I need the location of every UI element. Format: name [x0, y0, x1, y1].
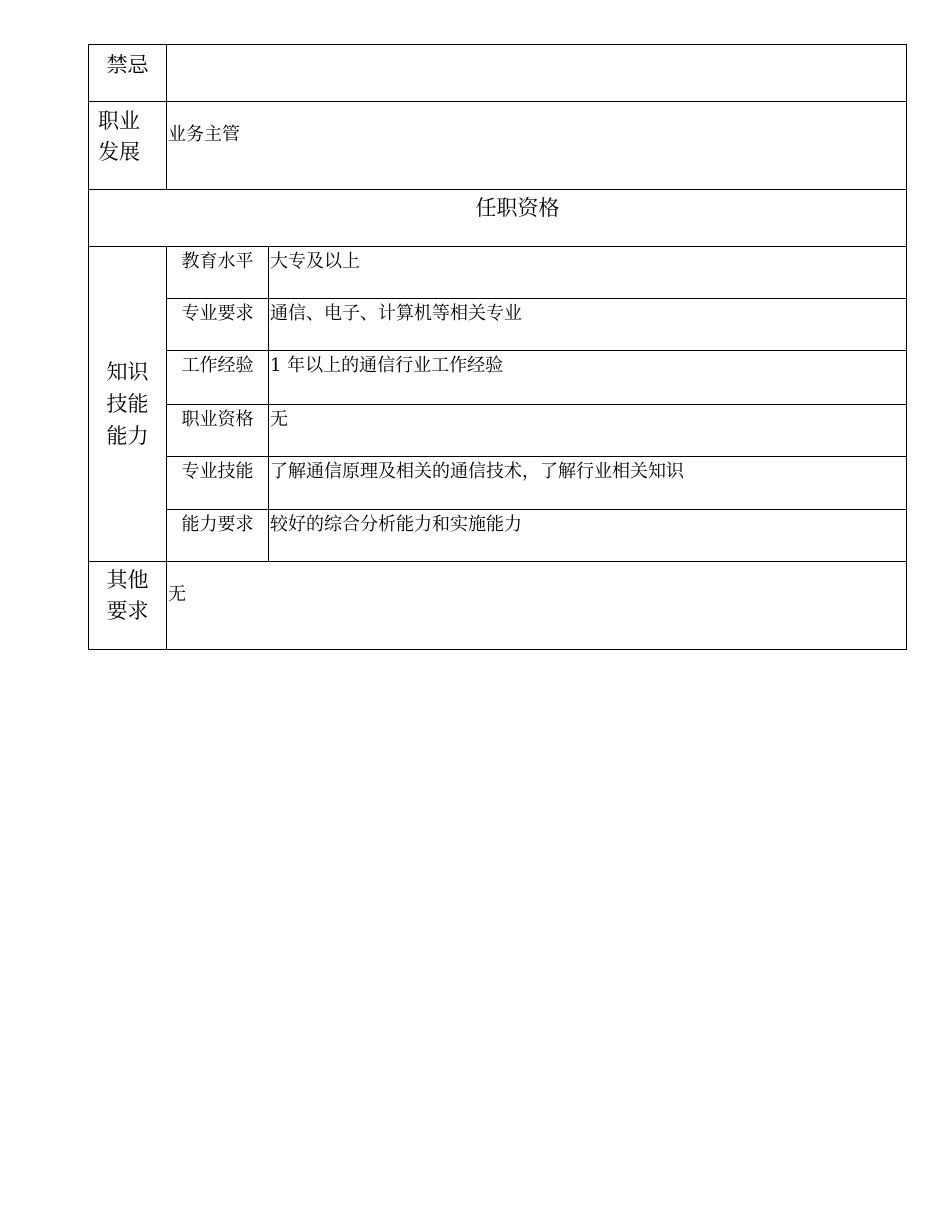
knowledge-row-3	[89, 404, 907, 456]
taboo-row	[89, 45, 907, 102]
ability-label: 能力要求	[167, 509, 269, 561]
knowledge-row-0	[89, 247, 907, 299]
major-value: 通信、电子、计算机等相关专业	[269, 299, 907, 351]
knowledge-row-5	[89, 509, 907, 561]
experience-label: 工作经验	[167, 351, 269, 404]
skills-value: 了解通信原理及相关的通信技术，了解行业相关知识	[269, 456, 907, 509]
knowledge-row-4	[89, 456, 907, 509]
knowledge-row-1	[89, 299, 907, 351]
knowledge-row-2	[89, 351, 907, 404]
job-description-table	[88, 44, 907, 650]
career-row	[89, 102, 907, 190]
knowledge-label-cell	[89, 247, 167, 561]
career-value: 业务主管	[167, 102, 907, 190]
education-value: 大专及以上	[269, 247, 907, 299]
skills-label: 专业技能	[167, 456, 269, 509]
career-label: 职业发展	[98, 109, 140, 165]
career-label-cell	[89, 102, 167, 190]
other-row	[89, 561, 907, 649]
other-label: 其他要求	[106, 567, 149, 623]
qualification-value: 无	[269, 404, 907, 456]
qualifications-header-row	[89, 190, 907, 247]
education-label: 教育水平	[167, 247, 269, 299]
experience-value: 1 年以上的通信行业工作经验	[269, 351, 907, 404]
taboo-label: 禁忌	[89, 45, 167, 102]
other-label-cell	[89, 561, 167, 649]
ability-value: 较好的综合分析能力和实施能力	[269, 509, 907, 561]
other-value: 无	[167, 561, 907, 649]
qualification-label: 职业资格	[167, 404, 269, 456]
taboo-value	[167, 45, 907, 102]
major-label: 专业要求	[167, 299, 269, 351]
knowledge-label: 知识技能能力	[106, 360, 149, 449]
qualifications-title: 任职资格	[89, 190, 907, 247]
